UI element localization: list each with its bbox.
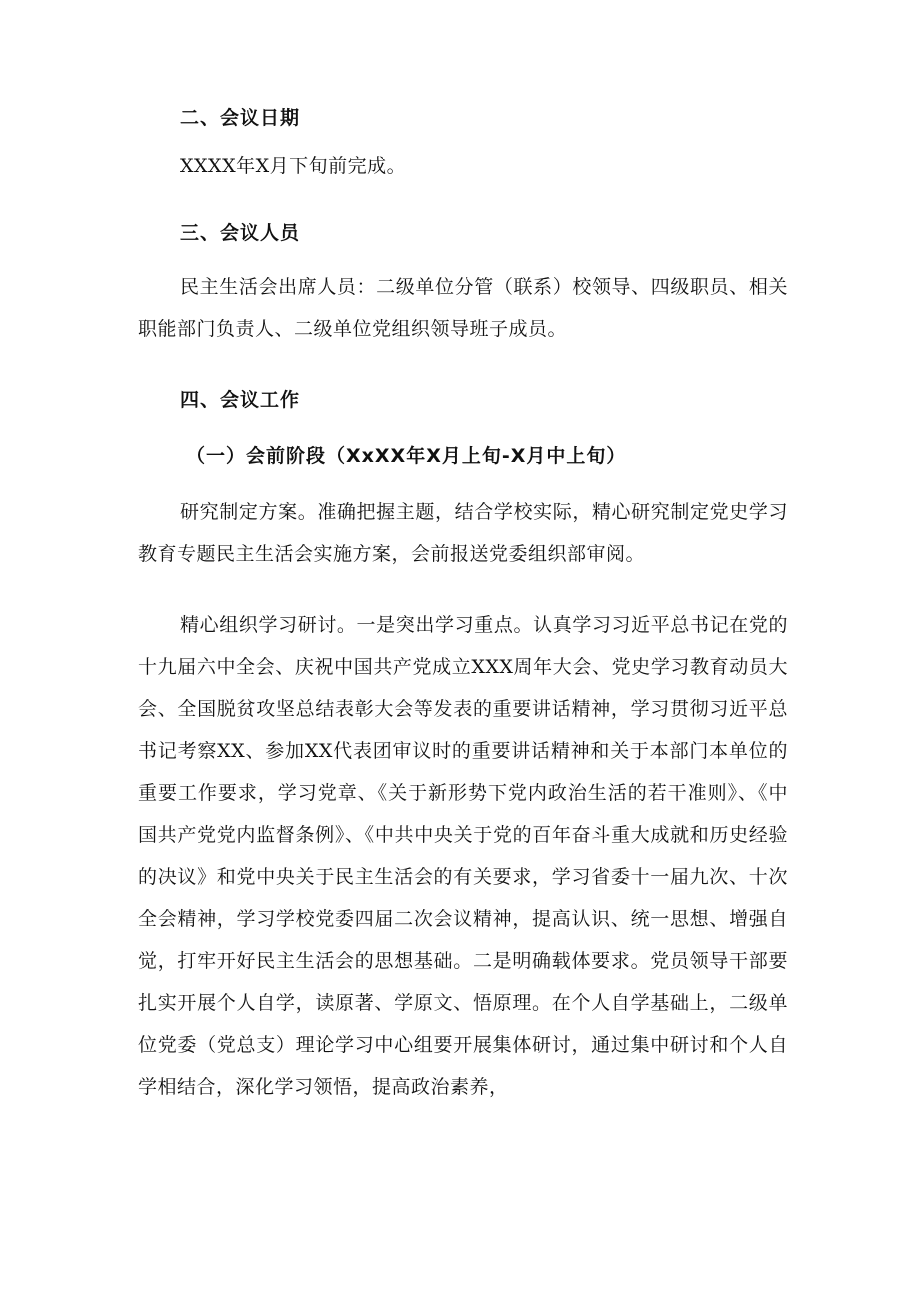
section-3-heading: 三、会议人员 — [180, 222, 301, 244]
section-2-body — [138, 145, 788, 187]
subsection-1-heading: （一）会前阶段（XxXX年X月上旬-X月中上旬） — [186, 445, 627, 467]
research-plan-paragraph: 研究制定方案。准确把握主题，结合学校实际，精心研究制定党史学习教育专题民主生活会实施方案，会前报送党委组织部审阅。 — [138, 501, 788, 565]
section-3-paragraph: 民主生活会出席人员：二级单位分管（联系）校领导、四级职员、相关职能部门负责人、二级单位党组织领导班子成员。 — [138, 276, 788, 340]
section-3-body — [138, 266, 788, 350]
section-2-paragraph: XXXX年X月下旬前完成。 — [180, 155, 407, 177]
subsection-1-para-2 — [138, 604, 788, 1108]
section-4-heading: 四、会议工作 — [180, 389, 301, 411]
subsection-1-para-1 — [138, 491, 788, 575]
section-2-heading: 二、会议日期 — [180, 107, 301, 129]
study-seminar-paragraph: 精心组织学习研讨。一是突出学习重点。认真学习习近平总书记在党的十九届六中全会、庆祝中国共产党成立XXX周年大会、党史学习教育动员大会、全国脱贫攻坚总结表彰大会等发表的重要讲话精神，学习贯彻习近平总书记考察XX、参加XX代表团审议时的重要讲话精神和关于本部门本单位的重要工作要求，学习党章、《关于新形势下党内政治生活的若干准则》、《中国共产党党内监督条例》、《中共中央关于党的百年奋斗重大成就和历史经验的决议》和党中央关于民主生活会的有关要求，学习省委十一届九次、十次全会精神，学习学校党委四届二次会议精神，提高认识、统一思想、增强自觉，打牢开好民主生活会的思想基础。二是明确载体要求。党员领导干部要扎实开展个人自学，读原著、学原文、悟原理。在个人自学基础上，二级单位党委（党总支）理论学习中心组要开展集体研讨，通过集中研讨和个人自学相结合，深化学习领悟，提高政治素养， — [138, 614, 788, 1098]
